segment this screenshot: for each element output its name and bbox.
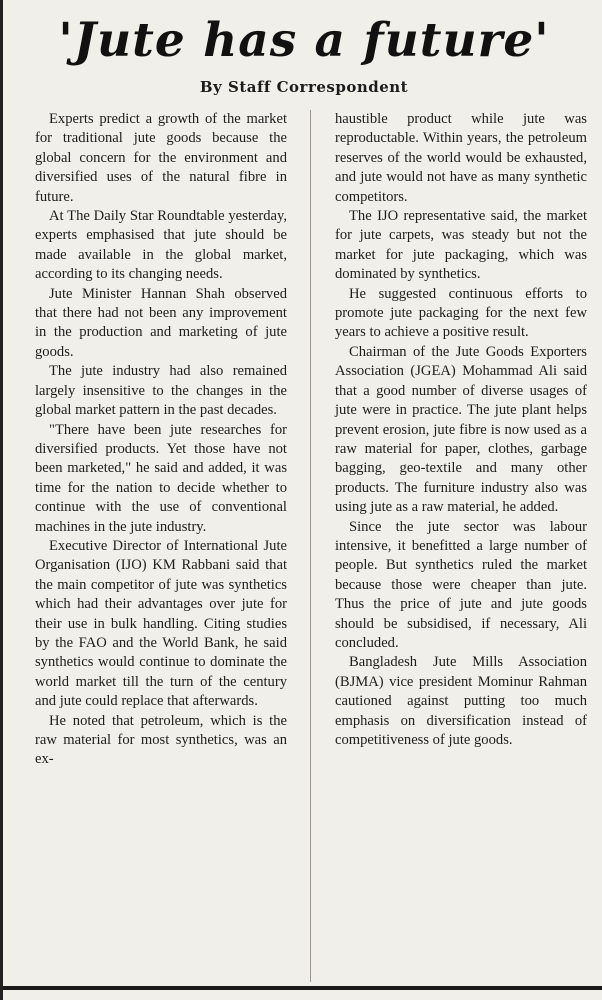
paragraph: Bangladesh Jute Mills Association (BJMA) vice president Mominur Rahman cautioned against putting too much emphasis on diversification instead of competitiveness of jute goods. [335, 654, 587, 748]
paragraph: He suggested continuous efforts to promote jute packaging for the next few years to achieve a positive result. [335, 285, 587, 341]
paragraph: haustible product while jute was reproductable. Within years, the petroleum reserves of the world would be exhausted, and jute would not have as many synthetic competitors. [335, 111, 587, 205]
byline: By Staff Correspondent [199, 78, 409, 96]
paragraph: Since the jute sector was labour intensive, it benefitted a large number of people. But synthetics ruled the market because those were cheaper than jute. Thus the price of jute and jute goods should be subsidised, if necessary, Ali concluded. [335, 518, 587, 651]
paragraph: Executive Director of International Jute Organisation (IJO) KM Rabbani said that the main competitor of jute was synthetics which had their advantages over jute for their use in bulk handling. Citing studies by the FAO and the World Bank, he said synthetics would continue to dominate the world market till the turn of the century and jute could replace that afterwards. [35, 537, 287, 710]
paragraph: Experts predict a growth of the market for traditional jute goods because the global concern for the environment and diversified uses of the natural fibre in future. [35, 111, 287, 205]
paragraph: He noted that petroleum, which is the raw material for most synthetics, was an ex- [35, 712, 287, 768]
paragraph: The IJO representative said, the market for jute carpets, was steady but not the market for jute packaging, which was dominated by synthetics. [335, 208, 587, 283]
paragraph: Chairman of the Jute Goods Exporters Association (JGEA) Mohammad Ali said that a good number of diverse usages of jute were in practice. The jute plant helps prevent erosion, jute fibre is now used as a raw material for paper, clothes, garbage bagging, geo-textile and many other products. The furniture industry also was using jute as a raw material, he added. [335, 343, 587, 516]
headline: 'Jute has a future' [58, 13, 550, 68]
paragraph: "There have been jute researches for diversified products. Yet those have not been marketed," he said and added, it was time for the nation to decide whether to continue with the use of conventional machines in the jute industry. [35, 421, 287, 535]
column-divider [310, 110, 311, 982]
right-column [335, 110, 587, 750]
bottom-rule [3, 986, 602, 990]
paragraph: The jute industry had also remained largely insensitive to the changes in the global market pattern in the past decades. [35, 363, 287, 419]
paragraph: At The Daily Star Roundtable yesterday, experts emphasised that jute should be made available in the global market, according to its changing needs. [35, 208, 287, 283]
paragraph: Jute Minister Hannan Shah observed that there had not been any improvement in the production and marketing of jute goods. [35, 285, 287, 360]
left-column [35, 110, 287, 770]
